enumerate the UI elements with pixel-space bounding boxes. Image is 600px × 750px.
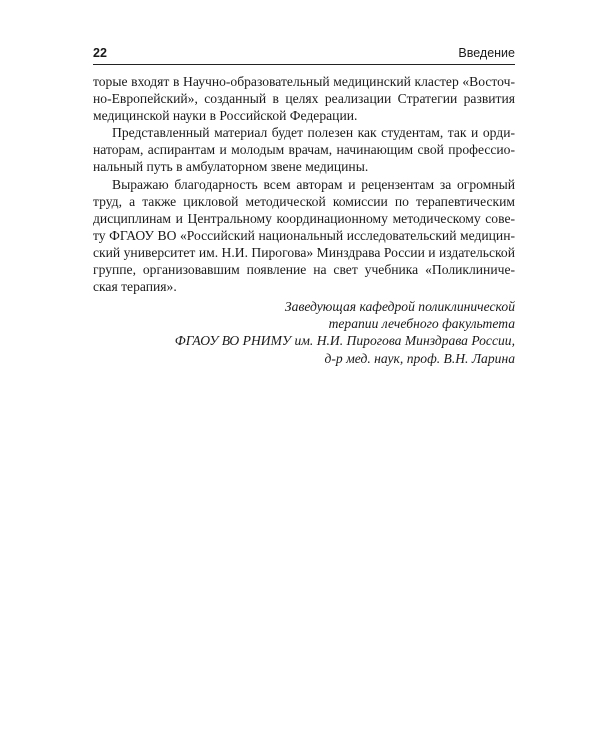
running-header [93,46,515,66]
paragraph [93,176,515,296]
text-line: Выражаю благодарность всем авторам и рецензентам за огромный [112,176,515,192]
signature-block [93,298,515,366]
signature-line: Заведующая кафедрой поликлинической [284,299,515,315]
text-line: нальный путь в амбулаторном звене медицины. [93,159,369,175]
paragraph [93,73,515,124]
page-number: 22 [93,46,107,60]
section-title: Введение [458,46,515,60]
text-line: ская терапия». [93,279,177,295]
paragraph [93,124,515,175]
text-line: Представленный материал будет полезен как студентам, так и орди- [112,125,515,141]
text-line: медицинской науки в Российской Федерации. [93,108,358,124]
text-line: торые входят в Научно-образовательный медицинский кластер «Восточ- [93,74,515,89]
signature-line: терапии лечебного факультета [328,316,515,332]
header-divider [93,64,515,65]
text-line: ский университет им. Н.И. Пирогова» Минздрава России и издательской [93,244,515,260]
text-line: наторам, аспирантам и молодым врачам, начинающим свой профессио- [93,142,515,158]
signature-line: д-р мед. наук, проф. В.Н. Ларина [324,350,515,366]
body-text [93,73,515,367]
text-line: дисциплинам и Центральному координационному методическому сове- [93,210,515,226]
text-line: ту ФГАОУ ВО «Российский национальный исследовательский медицин- [93,227,515,243]
signature-line: ФГАОУ ВО РНИМУ им. Н.И. Пирогова Минздрава России, [174,333,515,349]
text-line: группе, организовавшим появление на свет учебника «Поликлиниче- [93,262,515,278]
text-line: но-Европейский», созданный в целях реализации Стратегии развития [93,91,515,107]
text-line: труд, а также цикловой методической комиссии по терапевтическим [93,193,515,209]
